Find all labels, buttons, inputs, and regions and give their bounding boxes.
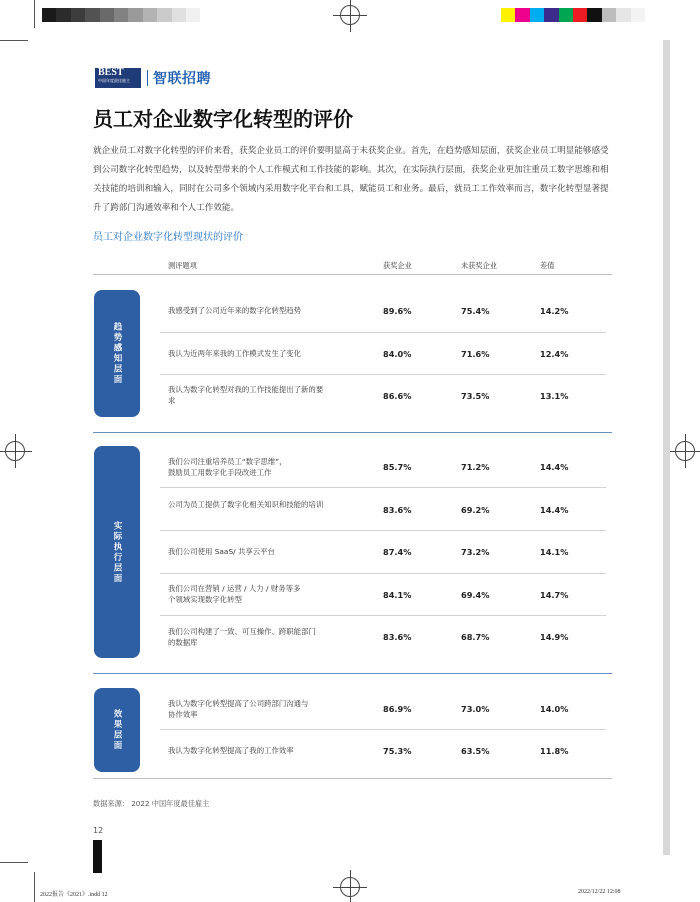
value-non-awarded: 69.2%	[461, 505, 490, 515]
value-non-awarded: 68.7%	[461, 632, 490, 642]
color-swatch	[42, 8, 56, 22]
registration-mark	[675, 441, 695, 461]
value-difference: 11.8%	[540, 746, 569, 756]
process-color-bar	[501, 8, 645, 22]
value-difference: 14.4%	[540, 505, 569, 515]
row-divider	[160, 487, 606, 488]
value-awarded: 86.6%	[383, 391, 412, 401]
color-swatch	[157, 8, 171, 22]
color-swatch	[616, 8, 630, 22]
color-swatch	[587, 8, 601, 22]
file-info: 2022报告《2021》.indd 12	[40, 892, 108, 898]
table-row-item: 我认为数字化转型提高了公司跨部门沟通与协作效率	[168, 699, 309, 719]
zhaopin-logo: 智联招聘	[153, 71, 211, 87]
value-non-awarded: 71.6%	[461, 349, 490, 359]
color-swatch	[631, 8, 645, 22]
value-non-awarded: 63.5%	[461, 746, 490, 756]
value-awarded: 87.4%	[383, 547, 412, 557]
color-swatch	[602, 8, 616, 22]
table-row-item: 我认为数字化转型对我的工作技能提出了新的要求	[168, 385, 324, 405]
value-difference: 14.2%	[540, 306, 569, 316]
value-non-awarded: 73.5%	[461, 391, 490, 401]
value-awarded: 75.3%	[383, 746, 412, 756]
value-difference: 14.0%	[540, 704, 569, 714]
value-non-awarded: 73.2%	[461, 547, 490, 557]
color-swatch	[530, 8, 544, 22]
color-swatch	[559, 8, 573, 22]
crop-mark	[34, 0, 35, 28]
color-swatch	[544, 8, 558, 22]
value-awarded: 89.6%	[383, 306, 412, 316]
crop-mark	[0, 862, 28, 863]
table-row-item: 我认为数字化转型提高了我的工作效率	[168, 746, 294, 755]
group-divider	[93, 673, 612, 674]
value-difference: 14.4%	[540, 462, 569, 472]
value-difference: 14.9%	[540, 632, 569, 642]
category-actual-execution: 实际执行层面	[94, 446, 140, 658]
value-awarded: 83.6%	[383, 505, 412, 515]
color-swatch	[85, 8, 99, 22]
color-swatch	[573, 8, 587, 22]
best-employer-logo: BEST 中国年度最佳雇主	[95, 68, 141, 88]
header-difference: 差值	[540, 261, 555, 270]
table-row-item: 我们公司在营销 / 运营 / 人力 / 财务等多个领域实现数字化转型	[168, 584, 301, 604]
header-item: 测评题项	[168, 261, 197, 270]
value-awarded: 83.6%	[383, 632, 412, 642]
color-swatch	[172, 8, 186, 22]
value-non-awarded: 69.4%	[461, 590, 490, 600]
logo-divider	[147, 70, 148, 86]
row-divider	[160, 374, 606, 375]
print-timestamp: 2022/12/22 12:08	[578, 889, 621, 895]
header-non-awarded: 未获奖企业	[461, 261, 497, 270]
group-divider	[93, 432, 612, 433]
color-swatch	[114, 8, 128, 22]
table-header-rule	[93, 274, 612, 275]
value-difference: 14.1%	[540, 547, 569, 557]
color-swatch	[128, 8, 142, 22]
value-non-awarded: 73.0%	[461, 704, 490, 714]
table-row-item: 我们公司使用 SaaS/ 共享云平台	[168, 547, 275, 556]
value-awarded: 85.7%	[383, 462, 412, 472]
table-bottom-rule	[93, 778, 612, 779]
intro-paragraph: 就企业员工对数字化转型的评价来看，获奖企业员工的评价要明显高于未获奖企业。首先，在趋势感知层面，获奖企业员工明显能够感受到公司数字化转型趋势，以及转型带来的个人工作模式和工作技能的影响。其次，在实际执行层面，获奖企业更加注重员工数字思维和相关技能的培训和输入，同时在公司多个领域内采用数字化平台和工具，赋能员工和业务。最后，就员工工作效率而言，数字化转型显著提升了跨部门沟通效率和个人工作效能。	[93, 146, 609, 213]
registration-mark	[340, 877, 360, 897]
page-title: 员工对企业数字化转型的评价	[93, 107, 353, 131]
data-source-note: 数据来源： 2022 中国年度最佳雇主	[93, 799, 210, 808]
row-divider	[160, 530, 606, 531]
value-non-awarded: 75.4%	[461, 306, 490, 316]
registration-mark	[5, 441, 25, 461]
color-swatch	[100, 8, 114, 22]
page-marker-bar	[93, 840, 102, 873]
row-divider	[160, 729, 606, 730]
gray-color-bar	[42, 8, 200, 22]
value-difference: 14.7%	[540, 590, 569, 600]
color-swatch	[71, 8, 85, 22]
crop-mark	[34, 872, 35, 902]
value-difference: 12.4%	[540, 349, 569, 359]
page-number: 12	[93, 826, 104, 835]
table-row-item: 我们公司构建了一致、可互操作、跨职能部门的数据库	[168, 627, 316, 647]
value-awarded: 86.9%	[383, 704, 412, 714]
color-swatch	[515, 8, 529, 22]
category-effect: 效果层面	[94, 688, 140, 772]
value-awarded: 84.0%	[383, 349, 412, 359]
header-awarded: 获奖企业	[383, 261, 412, 270]
registration-mark	[340, 5, 360, 25]
page-spine-shadow	[663, 40, 670, 855]
table-row-item: 我感受到了公司近年来的数字化转型趋势	[168, 306, 302, 315]
section-subtitle: 员工对企业数字化转型现状的评价	[93, 232, 243, 243]
value-awarded: 84.1%	[383, 590, 412, 600]
table-row-item: 公司为员工提供了数字化相关知识和技能的培训	[168, 500, 324, 509]
color-swatch	[143, 8, 157, 22]
value-non-awarded: 71.2%	[461, 462, 490, 472]
row-divider	[160, 615, 606, 616]
category-trend-perception: 趋势感知层面	[94, 290, 140, 417]
value-difference: 13.1%	[540, 391, 569, 401]
crop-mark	[0, 40, 28, 41]
table-row-item: 我认为近两年来我的工作模式发生了变化	[168, 349, 302, 358]
color-swatch	[186, 8, 200, 22]
row-divider	[160, 573, 606, 574]
row-divider	[160, 332, 606, 333]
color-swatch	[56, 8, 70, 22]
color-swatch	[501, 8, 515, 22]
table-row-item: 我们公司注重培养员工“数字思维”，鼓励员工用数字化手段改进工作	[168, 457, 287, 477]
